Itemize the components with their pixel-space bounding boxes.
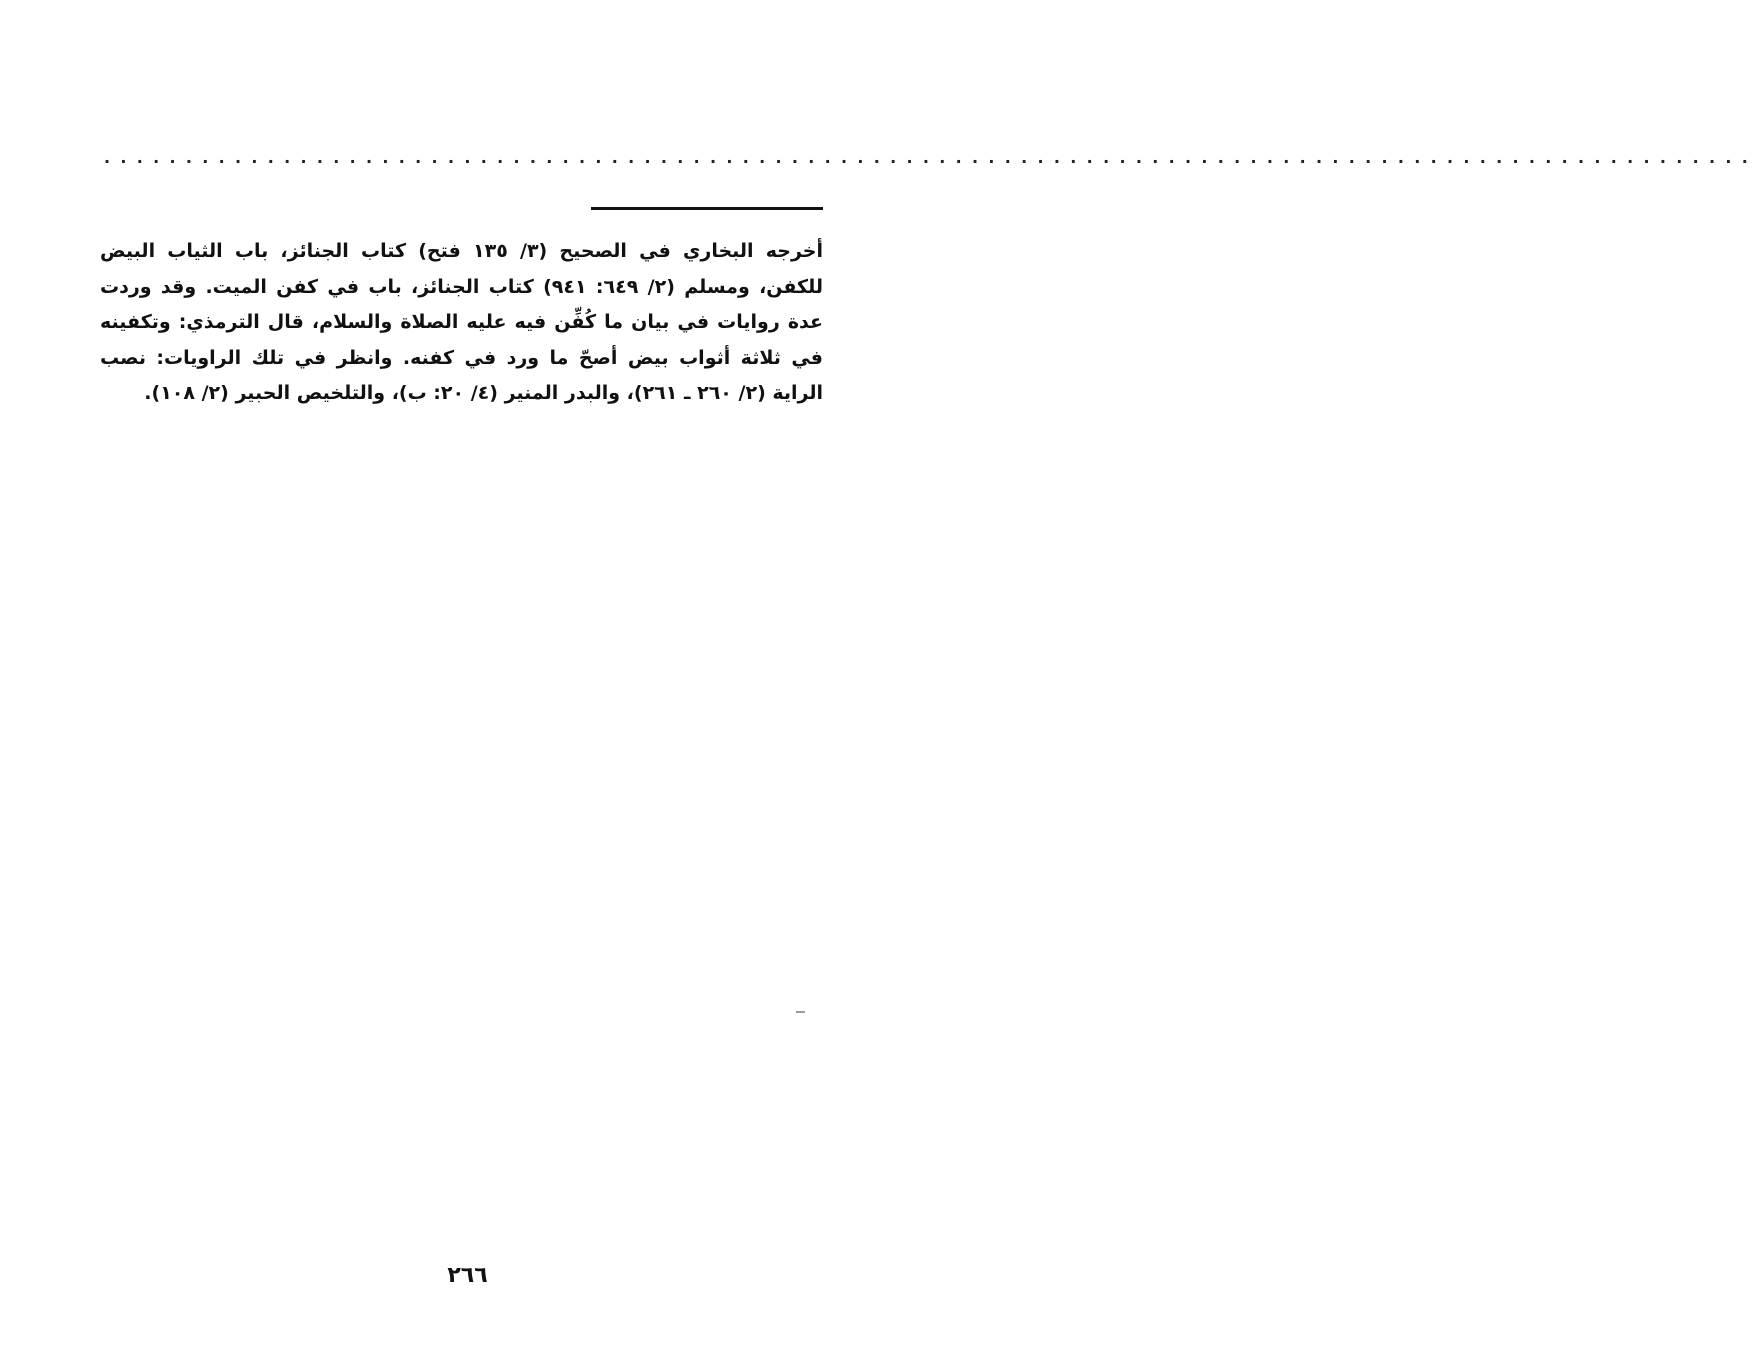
page-number: ٢٦٦ xyxy=(447,1263,488,1288)
dotted-divider: ..................................................................................................... xyxy=(104,148,1758,167)
footnote-text: أخرجه البخاري في الصحيح (٣/ ١٣٥ فتح) كتاب الجنائز، باب الثياب البيض للكفن، ومسلم (٢/ ٦٤٩: ٩٤١) كتاب الجنائز، باب في كفن الميت. وقد وردت عدة روايات في بيان ما كُفِّن فيه عليه الصلاة والسلام، قال الترمذي: وتكفينه في ثلاثة أثواب بيض أصحّ ما ورد في كفنه. وانظر في تلك الراويات: نصب الراية (٢/ ٢٦٠ ـ ٢٦١)، والبدر المنير (٤/ ٢٠: ب)، والتلخيص الحبير (٢/ ١٠٨). xyxy=(100,240,823,404)
scan-speck xyxy=(796,1011,805,1013)
footnote-separator-line xyxy=(591,207,823,210)
